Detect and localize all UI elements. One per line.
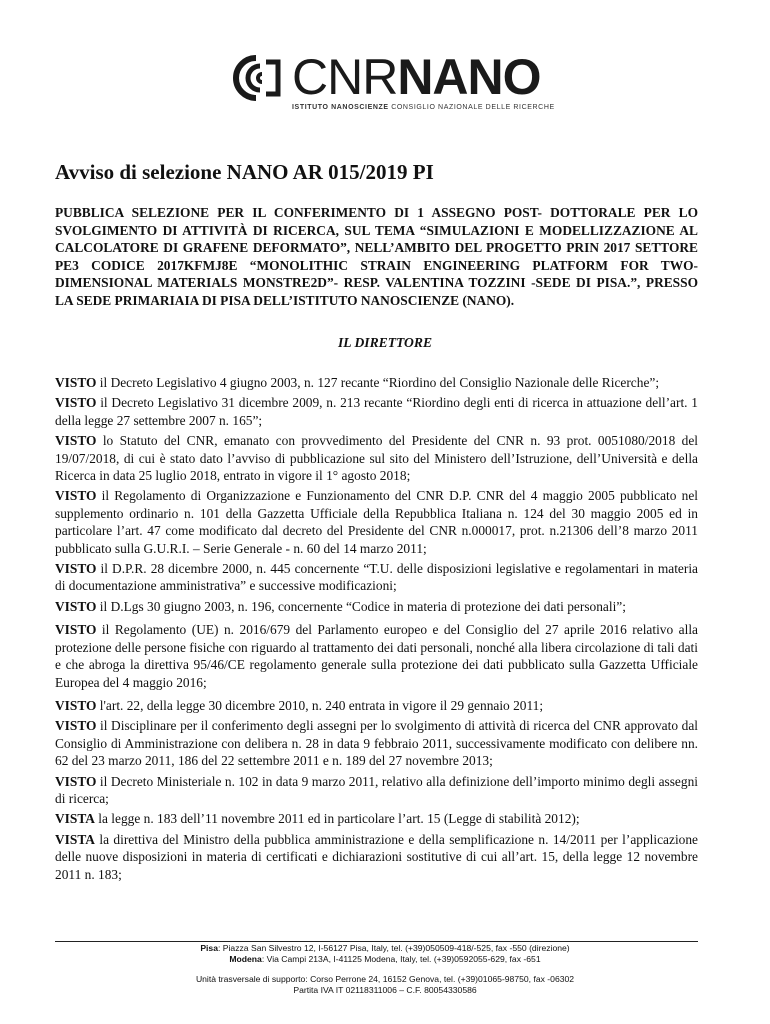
logo-sub-light: CONSIGLIO NAZIONALE DELLE RICERCHE xyxy=(391,104,555,111)
logo-subtitle xyxy=(292,104,555,111)
page-footer xyxy=(0,943,770,996)
clause-item: VISTA la legge n. 183 dell’11 novembre 2011 ed in particolare l’art. 15 (Legge di stabilità 2012); xyxy=(55,811,580,827)
clause-item: VISTO il Decreto Ministeriale n. 102 in data 9 marzo 2011, relativo alla definizione dell’importo minimo degli assegni di ricerca; xyxy=(55,773,698,806)
director-heading: IL DIRETTORE xyxy=(337,335,433,350)
clause-item: VISTO l'art. 22, della legge 30 dicembre 2010, n. 240 entrata in vigore il 29 gennaio 2011; xyxy=(55,697,544,713)
footer-support-line: Unità trasversale di supporto: Corso Perrone 24, 16152 Genova, tel. (+39)01065-98750, fax -06302 xyxy=(195,974,575,984)
cnr-logo-mark-icon xyxy=(226,52,298,104)
logo-word-light: CNR xyxy=(292,49,398,105)
clause-list xyxy=(55,374,698,886)
logo-word-bold: NANO xyxy=(397,49,541,105)
clause-item: VISTO il D.P.R. 28 dicembre 2000, n. 445 concernente “T.U. delle disposizioni legislative e regolamentari in materia di documentazione amministrativa” e successive modificazioni; xyxy=(55,561,698,594)
logo-sub-bold: ISTITUTO NANOSCIENZE xyxy=(292,104,389,111)
logo-wordmark xyxy=(292,50,541,104)
clause-item: VISTO il Regolamento (UE) n. 2016/679 del Parlamento europeo e del Consiglio del 27 aprile 2016 relativo alla protezione delle persone fisiche con riguardo al trattamento dei dati personali, nonché alla libera circolazione di tali dati e che abroga la direttiva 95/46/CE regolamento generale sulla protezione dei dati pubblicato sulla Gazzetta Ufficiale Europea del 4 maggio 2016; xyxy=(55,622,698,690)
clause-item: VISTO il Regolamento di Organizzazione e Funzionamento del CNR D.P. CNR del 4 maggio 2005 pubblicato nel supplemento ordinario n. 101 della Gazzetta Ufficiale della Repubblica Italiana n. 124 del 30 maggio 2005 ed in particolare l’art. 47 come modificato dal decreto del Presidente del CNR n.000017, prot. n.21306 dell’8 marzo 2011 pubblicato sulla G.U.R.I. – Serie Generale - n. 60 del 14 marzo 2011; xyxy=(55,488,698,556)
subject-paragraph: PUBBLICA SELEZIONE PER IL CONFERIMENTO DI 1 ASSEGNO POST- DOTTORALE PER LO SVOLGIMENTO DI ATTIVITÀ DI RICERCA, SUL TEMA “SIMULAZIONI E MODELLIZZAZIONE AL CALCOLATORE DI GRAFENE DEFORMATO”, NELL’AMBITO DEL PROGETTO PRIN 2017 SETTORE PE3 CODICE 2017KFMJ8E “MONOLITHIC STRAIN ENGINEERING PLATFORM FOR TWO-DIMENSIONAL MATERIALS MONSTRE2D”- RESP. VALENTINA TOZZINI -SEDE DI PISA.”, PRESSO LA SEDE PRIMARIAIA DI PISA DELL’ISTITUTO NANOSCIENZE (NANO). xyxy=(55,205,698,308)
footer-vat-line: Partita IVA IT 02118311006 – C.F. 80054330586 xyxy=(293,985,477,995)
footer-divider xyxy=(55,941,698,942)
cnr-nano-logo xyxy=(226,49,555,116)
footer-pisa-line: Pisa: Piazza San Silvestro 12, I-56127 Pisa, Italy, tel. (+39)050509-418/-525, fax -550 (direzione) xyxy=(200,943,570,953)
clause-item: VISTO lo Statuto del CNR, emanato con provvedimento del Presidente del CNR n. 93 prot. 0051080/2018 del 19/07/2018, di cui è stato dato l’avviso di pubblicazione sul sito del Ministero dell’Istruzione, dell’Università e della Ricerca in data 25 luglio 2018, entrato in vigore il 1° agosto 2018; xyxy=(55,433,698,484)
clause-item: VISTO il Decreto Legislativo 4 giugno 2003, n. 127 recante “Riordino del Consiglio Nazionale delle Ricerche”; xyxy=(55,375,660,390)
footer-modena-line: Modena: Via Campi 213A, I-41125 Modena, Italy, tel. (+39)0592055-629, fax -651 xyxy=(229,954,541,964)
clause-item: VISTO il D.Lgs 30 giugno 2003, n. 196, concernente “Codice in materia di protezione dei dati personali”; xyxy=(55,598,626,614)
clause-item: VISTO il Disciplinare per il conferimento degli assegni per lo svolgimento di attività di ricerca del CNR approvato dal Consiglio di Amministrazione con delibera n. 28 in data 9 febbraio 2011, successivamente modificato con delibere nn. 62 del 23 marzo 2011, 186 del 22 settembre 2011 e n. 189 del 27 novembre 2013; xyxy=(55,718,698,769)
document-title: Avviso di selezione NANO AR 015/2019 PI xyxy=(55,160,434,184)
clause-item: VISTO il Decreto Legislativo 31 dicembre 2009, n. 213 recante “Riordino degli enti di ricerca in attuazione dell’art. 1 della legge 27 settembre 2007 n. 165”; xyxy=(55,395,698,428)
clause-item: VISTA la direttiva del Ministro della pubblica amministrazione e della semplificazione n. 14/2011 per l’applicazione delle nuove disposizioni in materia di certificati e dichiarazioni sostitutive di cui all’art. 15, della legge 12 novembre 2011 n. 183; xyxy=(55,831,698,882)
